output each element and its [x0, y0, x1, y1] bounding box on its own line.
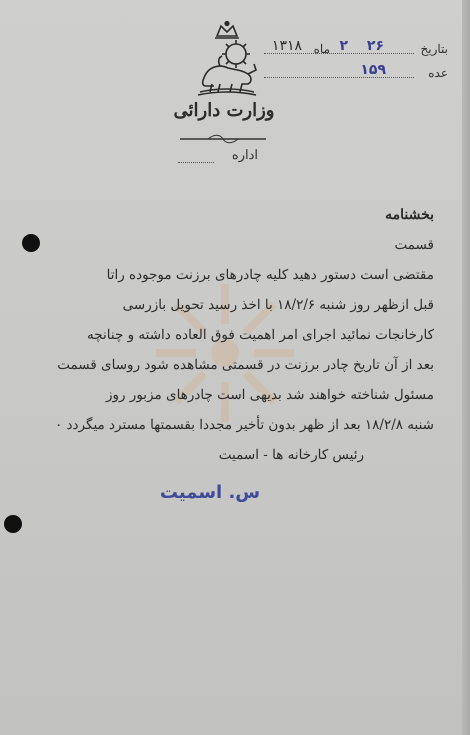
punch-hole-bottom: [4, 515, 22, 533]
date-month-handwritten: ۲: [339, 38, 348, 54]
office-label: اداره: [231, 148, 258, 163]
section-label: قسمت: [394, 237, 434, 253]
date-label: بتاریخ: [420, 42, 448, 56]
body-line-5: مسئول شناخته خواهند شد بدیهی است چادرهای مزبور روز: [105, 387, 434, 403]
number-dotted-line: [264, 77, 414, 78]
number-field: [258, 62, 448, 84]
document-heading: بخشنامه: [385, 207, 434, 223]
number-label: عده: [428, 66, 448, 80]
body-line-1: مقتضی است دستور دهید کلیه چادرهای برزنت موجوده راتا: [106, 267, 434, 283]
sender-title: رئیس کارخانه ها - اسمیت: [218, 447, 364, 463]
ornamental-divider-icon: [178, 134, 268, 144]
ministry-title: وزارت دارائی: [173, 100, 275, 121]
body-line-2: قبل ازظهر روز شنبه ۱۸/۲/۶ با اخذ رسید تحویل بازرسی: [122, 297, 434, 313]
date-month-label: ماه: [313, 42, 330, 56]
date-field: [258, 38, 448, 60]
lion-and-sun-crown-emblem-icon: [190, 20, 264, 98]
body-line-3: کارخانجات نمائید اجرای امر اهمیت فوق العاده داشته و چنانچه: [87, 327, 434, 343]
date-day-handwritten: ۲۶: [366, 38, 384, 54]
office-blank-line: [178, 162, 214, 163]
paper-edge: [462, 0, 470, 735]
date-year: ۱۳۱۸: [271, 38, 302, 54]
number-handwritten: ۱۵۹: [360, 62, 386, 78]
handwritten-signature: س. اسمیت: [159, 482, 261, 503]
punch-hole-top: [22, 234, 40, 252]
body-line-4: بعد از آن تاریخ چادر برزنت در قسمتی مشاهده شود روسای قسمت: [57, 357, 434, 373]
body-line-6: شنبه ۱۸/۲/۸ بعد از ظهر بدون تأخیر مجددا بقسمتها مسترد میگردد ۰: [54, 417, 434, 433]
